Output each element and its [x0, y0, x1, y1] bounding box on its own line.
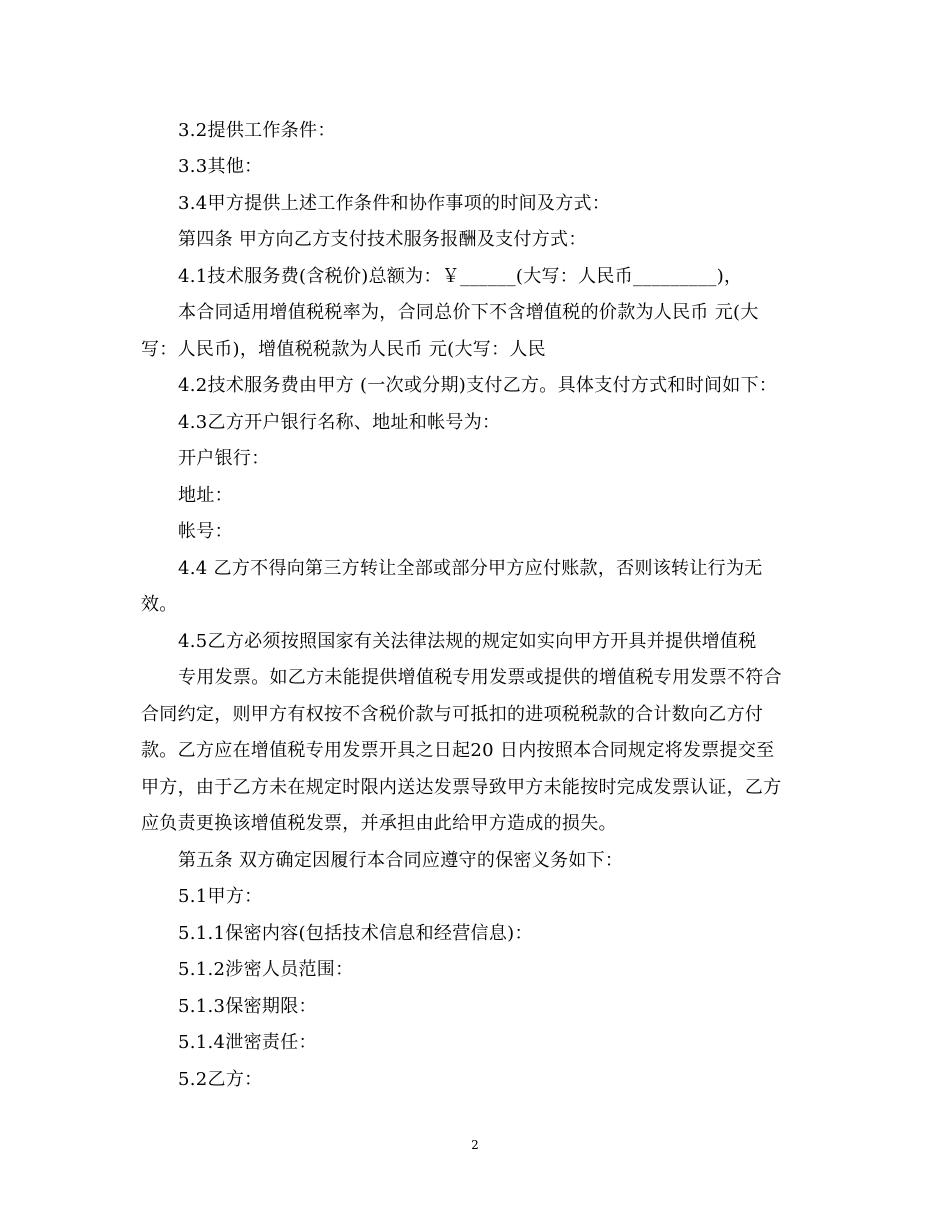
clause-5-1: 5.1甲方：	[178, 886, 263, 907]
vat-paragraph-line-1: 本合同适用增值税税率为，合同总价下不含增值税的价款为人民币 元(大	[178, 302, 759, 323]
clause-5-1-4: 5.1.4泄密责任：	[178, 1032, 317, 1053]
address-label: 地址：	[178, 485, 233, 506]
clause-5-2: 5.2乙方：	[178, 1069, 263, 1090]
clause-4-4-line-2: 效。	[141, 594, 178, 615]
vat-paragraph-line-2: 写：人民币)，增值税税款为人民币 元(大写：人民	[141, 339, 546, 360]
clause-3-4: 3.4甲方提供上述工作条件和协作事项的时间及方式：	[178, 193, 611, 214]
clause-4-4-line-1: 4.4 乙方不得向第三方转让全部或部分甲方应付账款，否则该转让行为无	[178, 558, 763, 579]
clause-5-1-1: 5.1.1保密内容(包括技术信息和经营信息)：	[178, 923, 533, 944]
account-label: 帐号：	[178, 521, 233, 542]
clause-4-2: 4.2技术服务费由甲方 (一次或分期)支付乙方。具体支付方式和时间如下：	[178, 375, 778, 396]
clause-5-1-2: 5.1.2涉密人员范围：	[178, 959, 354, 980]
clause-4-5-line-6: 应负责更换该增值税发票，并承担由此给甲方造成的损失。	[141, 813, 617, 834]
clause-5-1-3: 5.1.3保密期限：	[178, 996, 317, 1017]
clause-4-5-line-3: 合同约定，则甲方有权按不含税价款与可抵扣的进项税税款的合计数向乙方付	[141, 704, 764, 725]
bank-name-label: 开户银行：	[178, 448, 270, 469]
clause-4-5-line-5: 甲方，由于乙方未在规定时限内送达发票导致甲方未能按时完成发票认证，乙方	[141, 777, 782, 798]
article-4-heading: 第四条 甲方向乙方支付技术服务报酬及支付方式：	[178, 229, 587, 250]
clause-3-2: 3.2提供工作条件：	[178, 120, 336, 141]
article-5-heading: 第五条 双方确定因履行本合同应遵守的保密义务如下：	[178, 850, 624, 871]
clause-4-3: 4.3乙方开户银行名称、地址和帐号为：	[178, 412, 501, 433]
clause-4-5-line-1: 4.5乙方必须按照国家有关法律法规的规定如实向甲方开具并提供增值税	[178, 631, 757, 652]
clause-4-5-line-4: 款。乙方应在增值税专用发票开具之日起20 日内按照本合同规定将发票提交至	[141, 740, 775, 761]
clause-4-5-line-2: 专用发票。如乙方未能提供增值税专用发票或提供的增值税专用发票不符合	[178, 667, 782, 688]
clause-4-1: 4.1技术服务费(含税价)总额为：￥______(大写：人民币_________)，	[178, 266, 743, 287]
clause-3-3: 3.3其他：	[178, 156, 263, 177]
page-number: 2	[471, 1138, 479, 1152]
